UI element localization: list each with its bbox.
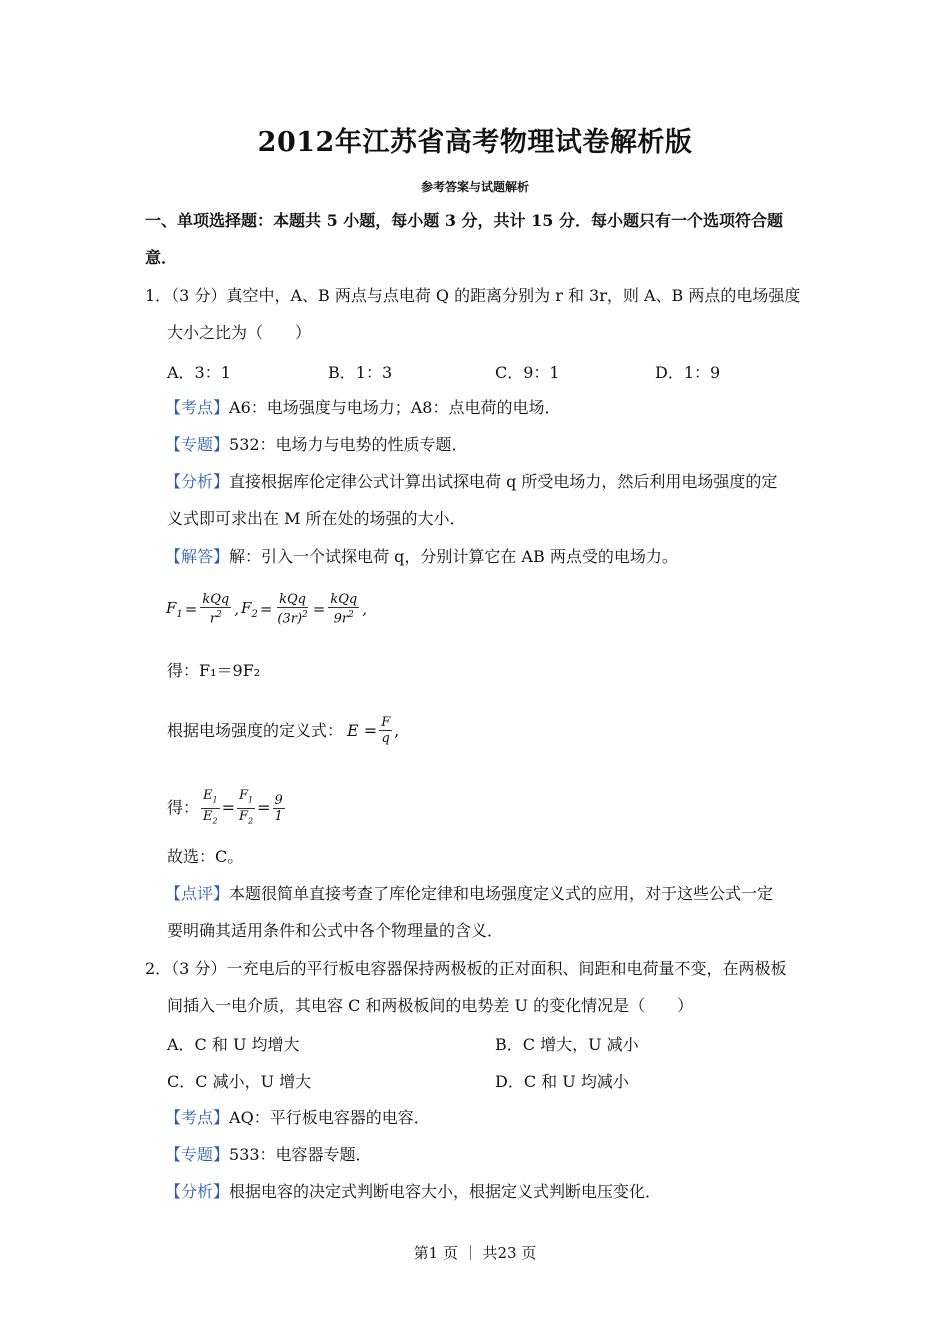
q1-definition: 根据电场强度的定义式： E = $\frac{F}{q}$ ,	[167, 715, 400, 746]
q2-option-a: A．C 和 U 均增大	[167, 1035, 300, 1054]
q2-zhuanti-text: 533：电容器专题．	[229, 1145, 372, 1164]
q2-option-c: C．C 减小，U 增大	[167, 1072, 312, 1091]
q1-kaodian-text: A6：电场强度与电场力；A8：点电荷的电场．	[229, 398, 561, 417]
q1-zhuanti-text: 532：电场力与电势的性质专题．	[229, 435, 468, 454]
q1-definition-text: 根据电场强度的定义式：	[167, 720, 344, 740]
page-title: 2012年江苏省高考物理试卷解析版	[257, 127, 693, 158]
q1-ratio: 得： $\frac{E_1}{E_2}$ = $\frac{F_1}{F_2}$ = $\frac{9}{1}$	[167, 788, 283, 826]
q1-jieda-text: 解：引入一个试探电荷 q，分别计算它在 AB 两点受的电场力。	[229, 547, 678, 566]
q1-option-d: D．1：9	[655, 363, 721, 382]
q1-zhuanti-tag: 【专题】	[165, 435, 230, 454]
page-footer: 第1 页 ｜ 共23 页	[413, 1244, 537, 1262]
section-heading-line2: 意．	[145, 248, 178, 267]
q1-stem-line1: 1．（3 分）真空中，A、B 两点与点电荷 Q 的距离分别为 r 和 3r，则 A、B 两点的电场强度	[145, 286, 801, 305]
q1-jieda-tag: 【解答】	[165, 547, 230, 566]
q2-kaodian-text: AQ：平行板电容器的电容．	[229, 1108, 430, 1127]
q2-kaodian	[165, 1107, 430, 1129]
q1-kaodian-tag: 【考点】	[165, 398, 230, 417]
q1-fenxi-text1: 直接根据库伦定律公式计算出试探电荷 q 所受电场力，然后利用电场强度的定	[229, 472, 778, 491]
q1-dianping-tag: 【点评】	[165, 884, 230, 903]
q1-dianping-text1: 本题很简单直接考查了库伦定律和电场强度定义式的应用，对于这些公式一定	[229, 884, 774, 903]
q2-fenxi-tag: 【分析】	[165, 1182, 230, 1201]
q1-formula-forces: $F_1$ = $\frac{\text{kQq}}{r^2}$ , $F_2$ = $\frac{\text{kQq}}{(3r)^2}$ = $\frac{\text{kQq}}{9r^2}$ ,	[166, 592, 367, 627]
q1-option-a: A．3：1	[167, 363, 231, 382]
q1-zhuanti	[165, 434, 468, 456]
page-subtitle: 参考答案与试题解析	[420, 180, 529, 194]
q2-zhuanti	[165, 1144, 372, 1166]
q2-fenxi-text: 根据电容的决定式判断电容大小，根据定义式判断电压变化．	[229, 1182, 662, 1201]
q1-dianping	[165, 883, 773, 905]
q1-fenxi-line2: 义式即可求出在 M 所在处的场强的大小．	[167, 509, 466, 528]
q2-kaodian-tag: 【考点】	[165, 1108, 230, 1127]
q1-ratio-text: 得：	[167, 798, 200, 818]
q1-jieda	[165, 546, 678, 568]
q2-option-b: B．C 增大，U 减小	[495, 1035, 639, 1054]
q1-option-b: B．1：3	[328, 363, 393, 382]
section-heading-line1: 一、单项选择题：本题共 5 小题，每小题 3 分，共计 15 分．每小题只有一个选项符合题	[145, 211, 783, 230]
q1-option-c: C．9：1	[495, 363, 560, 382]
q1-dianping-line2: 要明确其适用条件和公式中各个物理量的含义．	[167, 921, 504, 940]
q1-answer: 故选：C。	[167, 847, 244, 866]
q2-fenxi	[165, 1181, 661, 1203]
q1-stem-line2: 大小之比为（ ）	[167, 323, 312, 342]
q1-fenxi	[165, 471, 777, 493]
q1-result-force: 得：F₁＝9F₂	[167, 661, 261, 680]
q1-fenxi-tag: 【分析】	[165, 472, 230, 491]
q2-stem-line1: 2．（3 分）一充电后的平行板电容器保持两极板的正对面积、间距和电荷量不变，在两极板	[145, 959, 787, 978]
q2-zhuanti-tag: 【专题】	[165, 1145, 230, 1164]
q1-kaodian	[165, 397, 561, 419]
q2-stem-line2: 间插入一电介质，其电容 C 和两极板间的电势差 U 的变化情况是（ ）	[167, 996, 694, 1015]
q2-option-d: D．C 和 U 均减小	[495, 1072, 629, 1091]
